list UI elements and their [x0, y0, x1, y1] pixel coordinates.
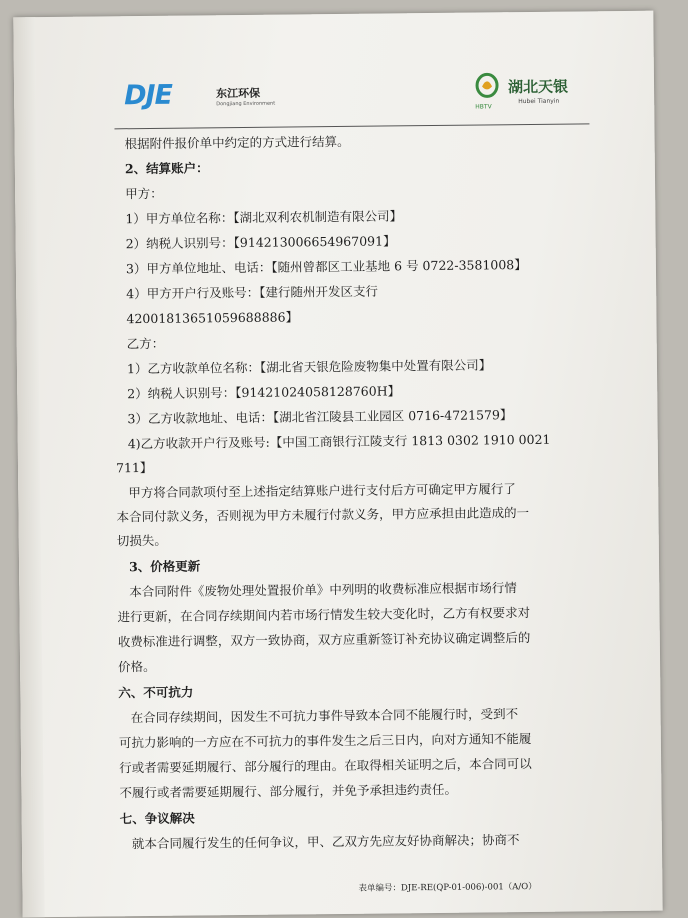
body-line: 收费标准进行调整，双方一致协商，双方应重新签订补充协议确定调整后的 — [117, 629, 531, 650]
header-rule — [114, 123, 589, 129]
body-line: 1）乙方收款单位名称：【湖北省天银危险废物集中处置有限公司】 — [126, 357, 492, 377]
body-line: 2）纳税人识别号：【914213006654967091】 — [125, 233, 396, 252]
body-line: 本合同付款义务，否则视为甲方未履行付款义务，甲方应承担由此造成的一 — [116, 505, 530, 525]
body-line: 3）甲方单位地址、电话：【随州曾都区工业基地 6 号 0722-3581008】 — [125, 257, 527, 277]
letterhead — [114, 69, 584, 124]
tianyin-leaf-icon — [474, 72, 500, 112]
body-line: 本合同附件《废物处理处置报价单》中列明的收费标准应根据市场行情 — [129, 580, 517, 600]
body-line: 711】 — [115, 459, 153, 476]
body-line: 1）甲方单位名称：【湖北双利农机制造有限公司】 — [125, 208, 403, 227]
dongjiang-name-cn: 东江环保 — [216, 86, 261, 101]
body-line: 进行更新，在合同存续期间内若市场行情发生较大变化时，乙方有权要求对 — [117, 604, 531, 625]
section-heading: 3、价格更新 — [128, 558, 201, 575]
body-line: 甲方将合同款项付至上述指定结算账户进行支付后方可确定甲方履行了 — [128, 481, 516, 501]
party-b-label: 乙方： — [126, 335, 165, 352]
section-heading: 2、结算账户： — [124, 160, 209, 177]
dongjiang-logo — [123, 79, 276, 112]
document-page — [13, 11, 662, 918]
body-line: 不履行或者需要延期履行、部分履行，并免予承担违约责任。 — [119, 781, 458, 801]
party-a-label: 甲方： — [125, 185, 163, 202]
section-heading: 七、争议解决 — [119, 810, 195, 827]
section-heading: 六、不可抗力 — [118, 684, 194, 701]
body-line: 可抗力影响的一方应在不可抗力的事件发生之后三日内，向对方通知不能履 — [118, 730, 532, 751]
tianyin-badge-text: HBTV — [475, 103, 492, 111]
body-line: 根据附件报价单中约定的方式进行结算。 — [124, 133, 350, 152]
body-line: 行或者需要延期履行、部分履行的理由。在取得相关证明之后，本合同可以 — [119, 755, 532, 776]
body-line: 价格。 — [118, 658, 156, 675]
body-line: 在合同存续期间，因发生不可抗力事件导致本合同不能履行时，受到不 — [130, 706, 519, 726]
tianyin-name-en: Hubei Tianyin — [518, 97, 560, 106]
body-line: 2）纳税人识别号：【91421024058128760H】 — [127, 383, 401, 402]
page-edge — [13, 17, 44, 917]
form-number: 表单编号：DJE-RE(QP-01-006)-001（A/O） — [358, 881, 537, 894]
body-line: 4)乙方收款开户行及账号:【中国工商银行江陵支行 1813 0302 1910 0021 — [127, 431, 551, 452]
body-line: 42001813651059688886】 — [126, 309, 299, 327]
body-line: 就本合同履行发生的任何争议，甲、乙双方先应友好协商解决；协商不 — [131, 832, 520, 852]
tianyin-logo — [474, 71, 584, 116]
body-line: 3）乙方收款地址、电话：【湖北省江陵县工业园区 0716-4721579】 — [127, 407, 513, 427]
body-line: 切损失。 — [116, 532, 167, 549]
dje-logo-mark: DJE — [123, 79, 173, 112]
dongjiang-name-en: Dongjiang Environment — [216, 100, 276, 108]
tianyin-name-cn: 湖北天银 — [507, 77, 569, 97]
body-line: 4）甲方开户行及账号：【建行随州开发区支行 — [126, 283, 378, 302]
